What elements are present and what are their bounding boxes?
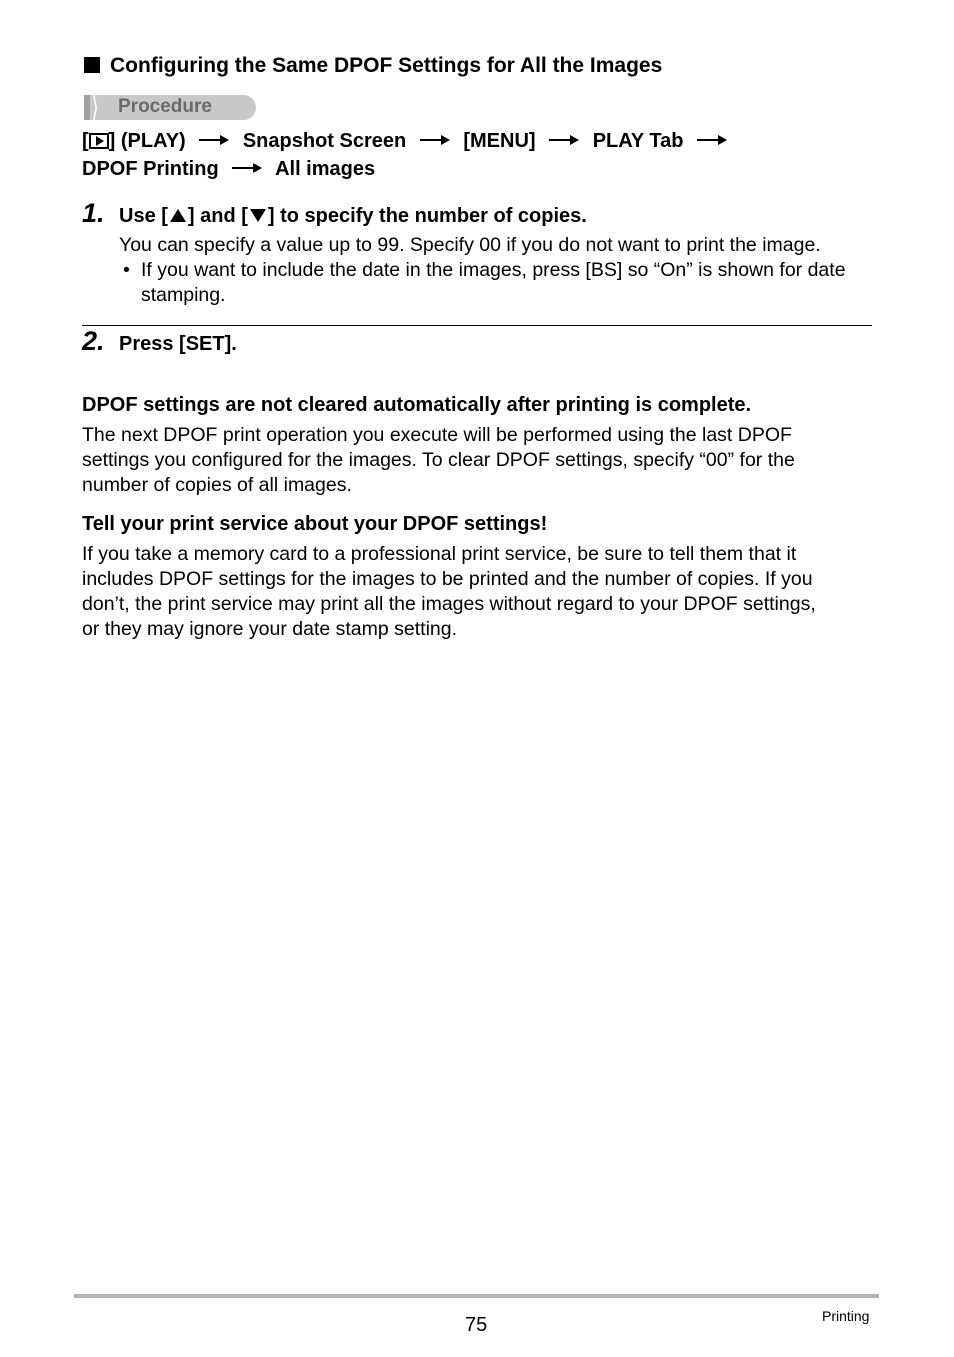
section-title: Configuring the Same DPOF Settings for All the Images (84, 54, 662, 78)
arrow-right-icon (420, 135, 450, 145)
play-icon (89, 133, 109, 149)
procedure-tag (84, 95, 256, 120)
up-arrow-icon (170, 209, 186, 222)
step-2-number: 2. (82, 326, 105, 356)
divider (82, 325, 872, 326)
step-1-text: You can specify a value up to 99. Specify 00 if you do not want to print the image. (119, 234, 821, 256)
step-1-bullet: If you want to include the date in the images, press [BS] so “On” is shown for date stamping. (141, 259, 846, 306)
footer-section: Printing (822, 1308, 870, 1324)
note-1-body: The next DPOF print operation you execute will be performed using the last DPOF settings you configured for the images. To clear DPOF settings, specify “00” for the number of copies of all images. (82, 424, 795, 496)
note-2-body: If you take a memory card to a professional print service, be sure to tell them that it includes DPOF settings for the images to be printed and the number of copies. If you don’t, the print service may print all the images without regard to your DPOF settings, or they may ignore your date stamp setting. (82, 543, 816, 640)
page-number: 75 (465, 1314, 488, 1336)
bullet-dot: • (123, 259, 130, 281)
menu-path-line-1: [ ] (PLAY) Snapshot Screen [MENU] PLAY Tab (82, 130, 735, 153)
arrow-right-icon (232, 163, 262, 173)
arrow-right-icon (199, 135, 229, 145)
footer-rule (74, 1294, 879, 1298)
arrow-right-icon (549, 135, 579, 145)
down-arrow-icon (250, 209, 266, 222)
square-bullet-icon (84, 57, 100, 73)
note-2-heading: Tell your print service about your DPOF settings! (82, 513, 548, 535)
procedure-label: Procedure (118, 96, 212, 117)
step-1-heading: Use [ ] and [ ] to specify the number of copies. (119, 205, 587, 227)
note-1-heading: DPOF settings are not cleared automatically after printing is complete. (82, 394, 752, 416)
step-2-heading: Press [SET]. (119, 333, 237, 355)
arrow-right-icon (697, 135, 727, 145)
menu-path-line-2: DPOF Printing All images (82, 158, 376, 180)
step-1-number: 1. (82, 198, 105, 228)
